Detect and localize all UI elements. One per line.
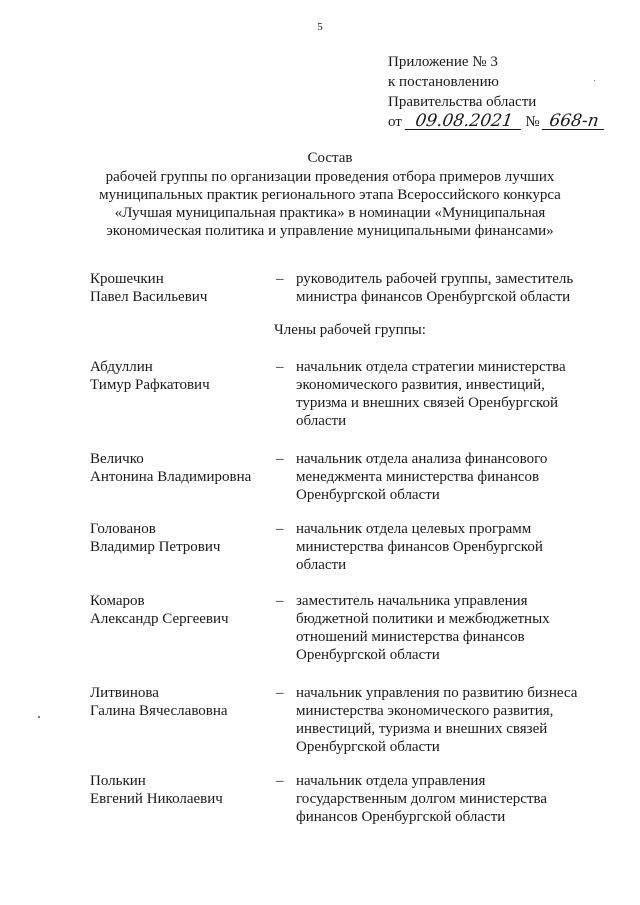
- member-role: начальник отдела стратегии министерства экономического развития, инвестиций, туризма и внешних связей Оренбургской области: [296, 359, 566, 429]
- member-name: Литвинова Галина Вячеславовна: [90, 685, 228, 719]
- handwritten-date: 09.08.2021: [404, 113, 522, 130]
- dash: –: [276, 773, 284, 789]
- member-name: Абдуллин Тимур Рафкатович: [90, 359, 210, 393]
- appendix-resolution: к постановлению: [388, 74, 499, 90]
- page-number: 5: [317, 21, 323, 33]
- member-role: начальник отдела целевых программ министерства финансов Оренбургской области: [296, 521, 543, 573]
- document-title: Состав: [307, 150, 353, 166]
- member-role: начальник отдела управления государственным долгом министерства финансов Оренбургской области: [296, 773, 548, 825]
- member-name: Голованов Владимир Петрович: [90, 521, 221, 555]
- dash: –: [276, 521, 284, 537]
- head-name: Крошечкин Павел Васильевич: [90, 271, 208, 305]
- member-role: заместитель начальника управления бюджетной политики и межбюджетных отношений министерства финансов Оренбургской области: [296, 593, 550, 663]
- scan-speck: [594, 80, 595, 81]
- appendix-block: [388, 52, 628, 132]
- member-role: начальник управления по развитию бизнеса министерства экономического развития, инвестиций, туризма и внешних связей Оренбургской области: [296, 685, 578, 755]
- handwritten-number: 668-п: [542, 113, 606, 130]
- appendix-government: Правительства области: [388, 94, 537, 110]
- dash: –: [276, 359, 284, 375]
- from-label: от: [388, 114, 402, 130]
- appendix-title: Приложение № 3: [388, 54, 498, 70]
- appendix-date-number-line: [388, 112, 628, 132]
- document-title-block: [60, 149, 600, 240]
- head-role: руководитель рабочей группы, заместитель министра финансов Оренбургской области: [296, 271, 574, 305]
- member-name: Полькин Евгений Николаевич: [90, 773, 223, 807]
- dash: –: [276, 451, 284, 467]
- number-label: №: [525, 114, 540, 130]
- member-name: Величко Антонина Владимировна: [90, 451, 252, 485]
- scan-speck: [38, 716, 40, 718]
- dash: –: [276, 593, 284, 609]
- dash: –: [276, 271, 284, 287]
- member-role: начальник отдела анализа финансового менеджмента министерства финансов Оренбургской области: [296, 451, 548, 503]
- member-name: Комаров Александр Сергеевич: [90, 593, 229, 627]
- members-heading: Члены рабочей группы:: [274, 322, 426, 338]
- dash: –: [276, 685, 284, 701]
- document-subtitle: рабочей группы по организации проведения отбора примеров лучших муниципальных практик регионального этапа Всероссийского конкурса «Лучшая муниципальная практика» в номинации «Муниципальная экономическая политика и управление муниципальными финансами»: [99, 169, 561, 239]
